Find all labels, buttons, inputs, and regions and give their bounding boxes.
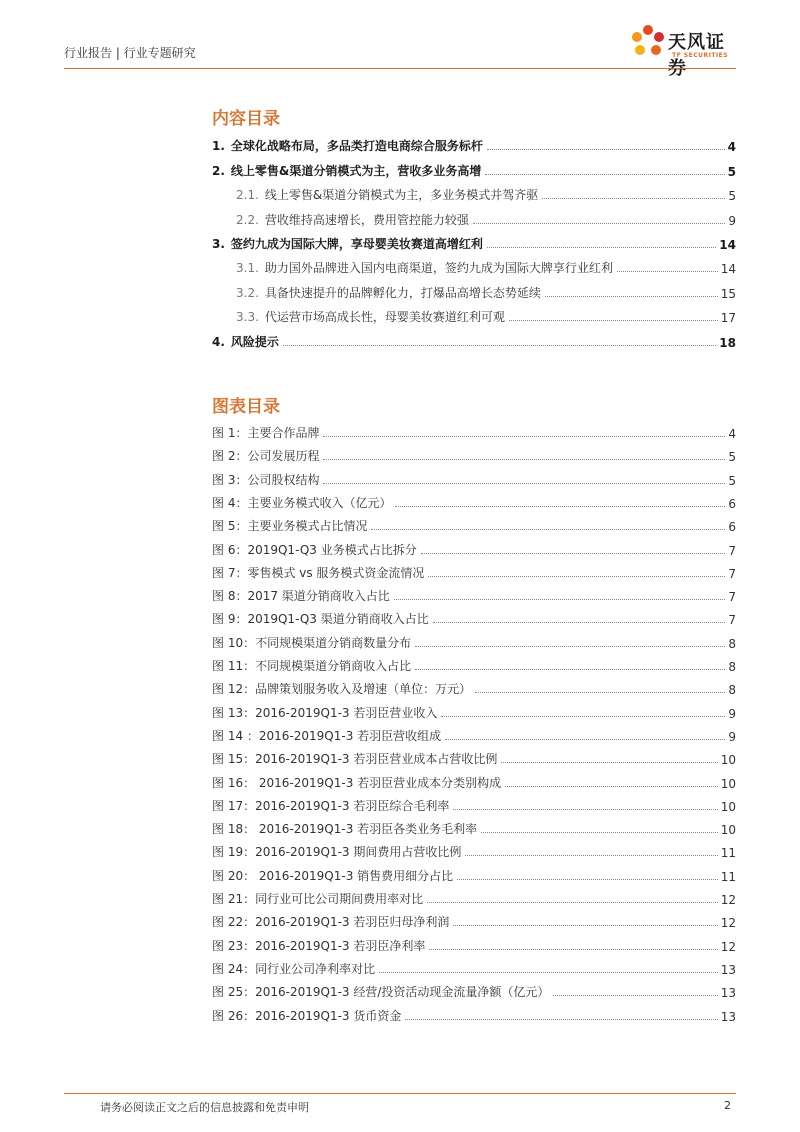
figure-entry-label: 图 25：2016-2019Q1-3 经营/投资活动现金流量净额（亿元） — [212, 985, 550, 1000]
figure-entry-page: 11 — [720, 869, 736, 884]
toc-entry-text: 签约九成为国际大牌，享母婴美妆赛道高增红利 — [230, 237, 483, 251]
figure-entry[interactable] — [212, 771, 736, 791]
dot-leader — [428, 576, 725, 577]
figure-entry-page: 12 — [720, 916, 736, 931]
dot-leader — [453, 809, 717, 810]
dot-leader — [421, 553, 726, 554]
figure-entry-label: 图 2：公司发展历程 — [212, 449, 320, 464]
toc-entry[interactable] — [212, 232, 736, 252]
figure-entry[interactable] — [212, 887, 736, 907]
dot-leader — [433, 622, 726, 623]
toc-entry[interactable] — [212, 134, 736, 154]
dot-leader — [405, 1019, 717, 1020]
figure-entry[interactable] — [212, 747, 736, 767]
figure-entry[interactable] — [212, 910, 736, 930]
toc-entry-number: 3. — [212, 237, 225, 251]
toc-entry-number: 3.1. — [236, 261, 259, 275]
figure-entry[interactable] — [212, 584, 736, 604]
figure-entry[interactable] — [212, 840, 736, 860]
figure-entry[interactable] — [212, 677, 736, 697]
toc-entry-number: 3.3. — [236, 310, 259, 324]
figure-entry[interactable] — [212, 934, 736, 954]
figure-entry-page: 5 — [728, 450, 736, 465]
toc-entry-page: 14 — [720, 262, 736, 276]
figure-entry-page: 10 — [720, 823, 736, 838]
toc-entry-label — [236, 211, 469, 228]
figure-entry-label: 图 3：公司股权结构 — [212, 472, 320, 487]
dot-leader — [487, 247, 716, 248]
toc-entry[interactable] — [212, 330, 736, 350]
toc-entry-page: 4 — [727, 140, 736, 154]
logo-name: 天风证券 — [668, 32, 725, 79]
toc-entry-label — [236, 186, 538, 203]
figure-entry[interactable] — [212, 514, 736, 534]
dot-leader — [545, 296, 718, 297]
figure-entry-label: 图 11：不同规模渠道分销商收入占比 — [212, 659, 412, 673]
figure-entry-label: 图 21：同行业可比公司期间费用率对比 — [212, 892, 424, 906]
dot-leader — [617, 271, 718, 272]
toc-entry-page: 15 — [720, 287, 736, 301]
dot-leader — [457, 879, 718, 880]
figure-entry[interactable] — [212, 444, 736, 464]
figure-entry-label: 图 1：主要合作品牌 — [212, 426, 320, 440]
toc-entry-page: 9 — [728, 214, 736, 228]
dot-leader — [501, 762, 717, 763]
dot-leader — [441, 716, 725, 717]
figure-entry[interactable] — [212, 724, 736, 744]
dot-leader — [379, 972, 718, 973]
figure-entry[interactable] — [212, 654, 736, 674]
dot-leader — [323, 436, 725, 437]
tf-securities-logo — [628, 22, 738, 79]
figure-entry[interactable] — [212, 817, 736, 837]
figure-entry-label: 图 22：2016-2019Q1-3 若羽臣归母净利润 — [212, 915, 450, 930]
toc-entry-number: 3.2. — [236, 286, 259, 300]
dot-leader — [509, 320, 718, 321]
figure-entry-page: 12 — [720, 939, 736, 954]
figure-entry-label: 图 14 ：2016-2019Q1-3 若羽臣营收组成 — [212, 728, 442, 743]
figure-entry[interactable] — [212, 957, 736, 977]
figure-entry-label: 图 18： 2016-2019Q1-3 若羽臣各类业务毛利率 — [212, 822, 478, 837]
figure-entry-label: 图 20： 2016-2019Q1-3 销售费用细分占比 — [212, 868, 454, 883]
toc-entry-number: 2.1. — [236, 188, 259, 202]
toc-entry-text: 代运营市场高成长性，母婴美妆赛道红利可观 — [264, 310, 505, 324]
toc-entry-text: 助力国外品牌进入国内电商渠道，签约九成为国际大牌享行业红利 — [264, 261, 613, 275]
figure-entry[interactable] — [212, 631, 736, 651]
figure-entry-label: 图 8：2017 渠道分销商收入占比 — [212, 589, 390, 604]
figure-entry[interactable] — [212, 491, 736, 511]
dot-leader — [505, 786, 718, 787]
toc-entry-label — [236, 308, 505, 325]
figure-entry-label: 图 15：2016-2019Q1-3 若羽臣营业成本占营收比例 — [212, 752, 498, 767]
figure-entry[interactable] — [212, 794, 736, 814]
toc-entry-text: 全球化战略布局，多品类打造电商综合服务标杆 — [230, 139, 483, 153]
figure-entry-page: 4 — [728, 427, 736, 441]
dot-leader — [429, 949, 717, 950]
dot-leader — [395, 506, 725, 507]
toc-entry[interactable] — [236, 305, 736, 325]
figure-entry-label: 图 19：2016-2019Q1-3 期间费用占营收比例 — [212, 845, 462, 860]
figure-entry-label: 图 5：主要业务模式占比情况 — [212, 519, 368, 534]
figure-entry-label: 图 26：2016-2019Q1-3 货币资金 — [212, 1008, 402, 1023]
dot-leader — [427, 902, 718, 903]
figure-entry-page: 6 — [728, 496, 736, 511]
toc-entry[interactable] — [236, 208, 736, 228]
toc-entry-text: 具备快速提升的品牌孵化力，打爆品高增长态势延续 — [264, 286, 541, 300]
figure-entry-page: 5 — [728, 473, 736, 488]
figure-entry-label: 图 12：品牌策划服务收入及增速（单位：万元） — [212, 682, 472, 697]
figure-entry-page: 7 — [728, 566, 736, 581]
toc-entry-number: 2. — [212, 164, 225, 178]
figure-entry-page: 13 — [720, 1009, 736, 1024]
figure-entry-page: 12 — [720, 893, 736, 907]
figure-entry-page: 9 — [728, 729, 736, 744]
toc-entry-label — [236, 259, 613, 276]
figure-entry-label: 图 9：2019Q1-Q3 渠道分销商收入占比 — [212, 612, 429, 627]
footer-disclaimer: 请务必阅读正文之后的信息披露和免责申明 — [100, 1101, 309, 1114]
toc-entry-label — [212, 235, 483, 252]
footer-divider — [64, 1093, 736, 1094]
figure-entry-page: 13 — [720, 962, 736, 977]
figure-list-title: 图表目录 — [212, 397, 280, 417]
dot-leader — [323, 459, 725, 460]
figure-entry-label: 图 17：2016-2019Q1-3 若羽臣综合毛利率 — [212, 798, 450, 813]
toc-entry-page: 17 — [720, 311, 736, 325]
toc-title: 内容目录 — [212, 109, 280, 129]
toc-entry-page: 5 — [728, 189, 736, 203]
figure-entry[interactable] — [212, 538, 736, 558]
toc-entry[interactable] — [236, 183, 736, 203]
figure-entry-page: 10 — [720, 753, 736, 768]
figure-entry[interactable] — [212, 980, 736, 1000]
report-breadcrumb: 行业报告 | 行业专题研究 — [64, 46, 196, 60]
dot-leader — [465, 855, 717, 856]
figure-entry-label: 图 23：2016-2019Q1-3 若羽臣净利率 — [212, 938, 426, 953]
figure-entry[interactable] — [212, 421, 736, 441]
figure-entry-label: 图 24：同行业公司净利率对比 — [212, 961, 376, 976]
figure-entry[interactable] — [212, 607, 736, 627]
header-divider — [64, 68, 736, 69]
toc-entry-text: 线上零售&渠道分销模式为主，多业务模式并驾齐驱 — [264, 188, 539, 202]
figure-entry-label: 图 13：2016-2019Q1-3 若羽臣营业收入 — [212, 705, 438, 720]
figure-entry[interactable] — [212, 701, 736, 721]
toc-entry-number: 1. — [212, 139, 225, 153]
flower-logo-icon — [628, 22, 668, 62]
figure-entry-page: 6 — [728, 520, 736, 535]
figure-entry-page: 9 — [728, 706, 736, 721]
figure-entry-label: 图 7：零售模式 vs 服务模式资金流情况 — [212, 565, 425, 580]
figure-entry-page: 13 — [720, 986, 736, 1001]
figure-entry[interactable] — [212, 864, 736, 884]
figure-entry-label: 图 6：2019Q1-Q3 业务模式占比拆分 — [212, 542, 417, 557]
dot-leader — [485, 174, 724, 175]
figure-entry-page: 11 — [720, 846, 736, 861]
toc-entry-label — [212, 162, 481, 179]
figure-entry-page: 7 — [728, 543, 736, 558]
figure-entry[interactable] — [212, 561, 736, 581]
figure-entry-page: 7 — [728, 613, 736, 628]
dot-leader — [542, 198, 725, 199]
toc-entry[interactable] — [212, 159, 736, 179]
figure-entry-page: 10 — [720, 776, 736, 791]
dot-leader — [415, 669, 725, 670]
dot-leader — [323, 483, 725, 484]
toc-entry-label — [212, 333, 279, 350]
page-number: 2 — [724, 1099, 731, 1112]
figure-entry-label: 图 10：不同规模渠道分销商数量分布 — [212, 635, 412, 650]
toc-entry-page: 14 — [719, 238, 736, 252]
figure-entry-page: 7 — [728, 590, 736, 605]
toc-entry[interactable] — [236, 281, 736, 301]
toc-entry-page: 5 — [727, 165, 736, 179]
logo-subtitle: TF SECURITIES — [672, 52, 729, 59]
toc-entry-number: 4. — [212, 335, 225, 349]
toc-entry-text: 风险提示 — [230, 335, 279, 349]
dot-leader — [283, 345, 716, 346]
figure-entry[interactable] — [212, 468, 736, 488]
toc-entry-label — [212, 137, 483, 154]
figure-entry-page: 8 — [728, 683, 736, 698]
toc-entry-page: 18 — [719, 336, 736, 350]
figure-entry-label: 图 16： 2016-2019Q1-3 若羽臣营业成本分类别构成 — [212, 775, 502, 790]
figure-entry[interactable] — [212, 1004, 736, 1024]
figure-entry-page: 8 — [728, 660, 736, 674]
dot-leader — [371, 529, 725, 530]
dot-leader — [475, 692, 725, 693]
dot-leader — [553, 995, 717, 996]
toc-entry-number: 2.2. — [236, 213, 259, 227]
figure-entry-label: 图 4：主要业务模式收入（亿元） — [212, 495, 392, 510]
dot-leader — [481, 832, 718, 833]
dot-leader — [415, 646, 725, 647]
dot-leader — [487, 149, 725, 150]
toc-entry[interactable] — [236, 256, 736, 276]
toc-entry-text: 营收维持高速增长，费用管控能力较强 — [264, 213, 469, 227]
dot-leader — [473, 223, 725, 224]
dot-leader — [445, 739, 725, 740]
dot-leader — [453, 925, 717, 926]
toc-entry-label — [236, 284, 541, 301]
dot-leader — [394, 599, 726, 600]
figure-entry-page: 10 — [720, 799, 736, 814]
toc-entry-text: 线上零售&渠道分销模式为主，营收多业务高增 — [230, 164, 482, 178]
figure-entry-page: 8 — [728, 636, 736, 651]
